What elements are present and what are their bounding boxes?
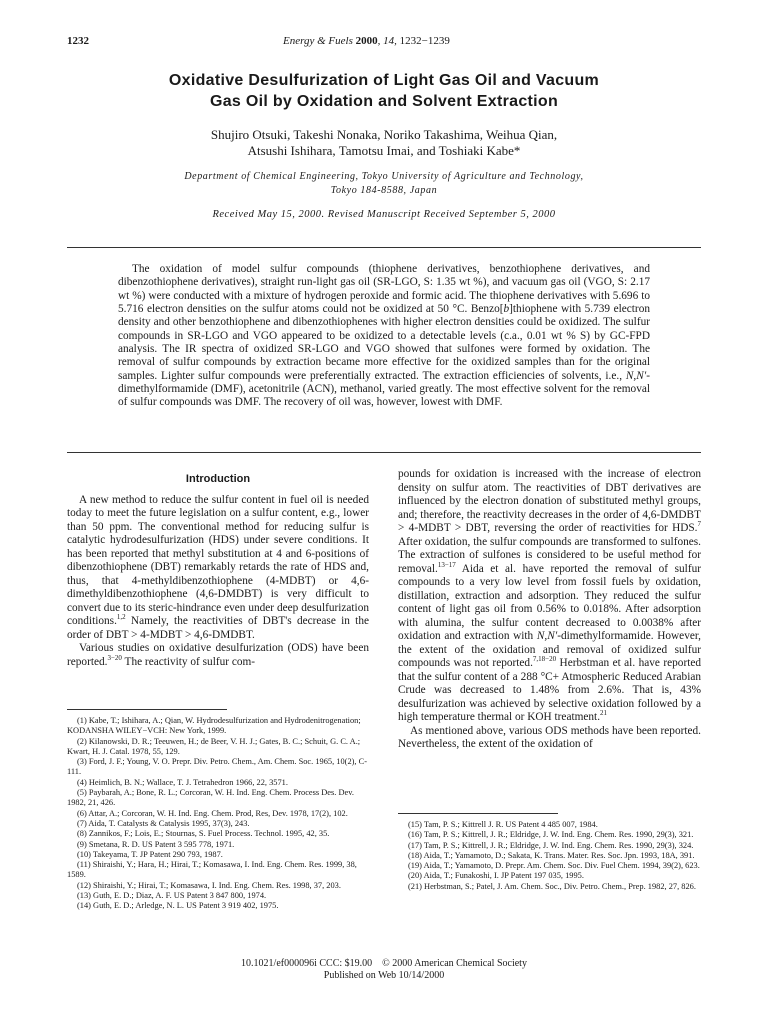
intro-paragraph-2-continued: pounds for oxidation is increased with the increase of electron density on sulfur atom. The reactivities of DBT derivatives are influenced by the electron donation of substituted methyl groups, and; therefore, the reactivity decreases in the order of 4,6-DMDBT > 4-MDBT > DBT, reversing the order of reactivities for HDS.$^7$ After oxidation, the sulfur compounds are transformed to sulfones. The extraction of sulfones is considered to be useful method for removal.$^{13-17}$ Aida et al. have reported the removal of sulfur compounds to a very low level from fossil fuels by oxidation, distillation, extraction and adsorption. They reduced the sulfur content of light gas oil from 0.56% to 0.018%. After adsorption with alumina, the sulfur content decreased to 0.0038% after oxidation and extraction with N,N′-dimethylformamide. However, the extent of the oxidation and removal of oxidized sulfur compounds was not reported.$^{7,18-20}$ Herbstman et al. have reported that the sulfur content of a 288 °C+ Atmospheric Reduced Arabian Crude was decreased to 1.48% from 2.6%. That is, 43% desulfurization was achieved by selective oxidation followed by a high temperature thermal or KOH treatment.$^{21}$ — [398, 468, 702, 723]
reference-item: (6) Attar, A.; Corcoran, W. H. Ind. Eng. Chem. Prod, Res, Dev. 1978, 17(2), 102. — [77, 808, 348, 818]
reference-item: (8) Zannikos, F.; Lois, E.; Stournas, S. Fuel Process. Technol. 1995, 42, 35. — [77, 829, 330, 839]
reference-item: (10) Takeyama, T. JP Patent 290 793, 1987. — [77, 849, 223, 859]
reference-item: (1) Kabe, T.; Ishihara, A.; Qian, W. Hydrodesulfurization and Hydrodenitrogenation; KODANSHA WILEY−VCH: New York, 1999. — [67, 716, 361, 736]
authors-line-2: Atsushi Ishihara, Tamotsu Imai, and Toshiaki Kabe* — [247, 143, 521, 158]
references-right — [398, 820, 701, 892]
reference-item: (12) Shiraishi, Y.; Hirai, T.; Komasawa, I. Ind. Eng. Chem. Res. 1998, 37, 203. — [77, 880, 341, 890]
journal-name: Energy & Fuels — [283, 35, 353, 47]
page-number: 1232 — [67, 35, 89, 47]
title-line-1: Oxidative Desulfurization of Light Gas Oil and Vacuum — [168, 72, 600, 89]
intro-paragraph-2: Various studies on oxidative desulfurization (ODS) have been reported.$^{3-20}$ The reactivity of sulfur com- — [67, 642, 369, 668]
references-left — [67, 716, 369, 912]
journal-citation: Energy & Fuels 2000, 14, 1232−1239 — [283, 35, 450, 47]
reference-item: (3) Ford, J. F.; Young, V. O. Prepr. Div. Petro. Chem., Am. Chem. Soc. 1965, 10(2), C-111. — [67, 757, 367, 777]
journal-pages: 1232−1239 — [399, 35, 450, 47]
abstract: The oxidation of model sulfur compounds (thiophene derivatives, benzothiophene derivatives, and dibenzothiophene derivatives), straight run-light gas oil (SR-LGO, S: 1.35 wt %), and vacuum gas oil (VGO, S: 2.17 wt %) were conducted with a mixture of hydrogen peroxide and formic acid. The thiophene derivatives with 5.696 to 5.716 electron densities on the sulfur atoms could not be oxidized at 50 °C. Benzo[b]thiophene with 5.739 electron density and other benzothiophene and dibenzothiophenes with higher electron densities could be oxidized. The sulfur compounds in SR-LGO and VGO appeared to be oxidized to a detectable levels (c.a., 0.01 wt % S) by GC-FPD analysis. The IR spectra of oxidized SR-LGO and VGO showed that sulfones were formed by oxidation. The removal of sulfur compounds by extraction became more effective for the oxidized samples than for the original samples. Lighter sulfur compounds were preferentially extracted. The extraction efficiencies of solvents, i.e., N,N′-dimethylformamide (DMF), acetonitrile (ACN), methanol, varied greatly. The most effective solvent for the removal of sulfur compounds was DMF. The recovery of oil was, however, lowest with DMF. — [118, 263, 650, 409]
doi-line: 10.1021/ef000096i CCC: $19.00 © 2000 American Chemical Society — [241, 958, 527, 969]
journal-volume: 14 — [383, 35, 395, 47]
title-line-2: Gas Oil by Oxidation and Solvent Extraction — [209, 93, 559, 110]
reference-item: (14) Guth, E. D.; Arledge, N. L. US Patent 3 919 402, 1975. — [77, 901, 279, 911]
page-footer — [0, 958, 768, 982]
intro-paragraph-1: A new method to reduce the sulfur content in fuel oil is needed today to meet the future legislation on a sulfur content, e.g., lower than 50 ppm. The conventional method for reducing sulfur is catalytic hydrodesulfurization (HDS) under severe conditions. It has been reported that methyl substitution at 4 and 6-positions of dibenzothiophene (DBT) remarkably retards the rate of HDS and, thus, that 4-methyldibenzothiophene (4-MDBT) or 4,6-dimethyldibenzothiophene (4,6-DMDBT) is very difficult to convert due to its steric-hindrance even under deep desulfurization conditions.$^{1,2}$ Namely, the reactivities of DBT's decrease in the order of DBT > 4-MDBT > 4,6-DMDBT. — [67, 493, 369, 641]
reference-item: (7) Aida, T. Catalysts & Catalysis 1995, 37(3), 243. — [77, 818, 250, 828]
left-column — [67, 468, 369, 669]
reference-item: (4) Heimlich, B. N.; Wallace, T. J. Tetrahedron 1966, 22, 3571. — [77, 777, 288, 787]
reference-item: (9) Smetana, R. D. US Patent 3 595 778, 1971. — [77, 839, 235, 849]
abstract-bottom-divider — [67, 452, 701, 453]
reference-item: (16) Tam, P. S.; Kittrell, J. R.; Eldridge, J. W. Ind. Eng. Chem. Res. 1990, 29(3), 321. — [408, 830, 694, 840]
right-column — [398, 468, 701, 752]
affiliation-line-2: Tokyo 184-8588, Japan — [330, 185, 438, 196]
reference-item: (17) Tam, P. S.; Kittrell, J. R.; Eldridge, J. W. Ind. Eng. Chem. Res. 1990, 29(3), 324. — [408, 840, 694, 850]
authors-line-1: Shujiro Otsuki, Takeshi Nonaka, Noriko Takashima, Weihua Qian, — [210, 127, 558, 142]
publication-date: Published on Web 10/14/2000 — [323, 970, 445, 981]
reference-item: (11) Shiraishi, Y.; Hara, H.; Hirai, T.; Komasawa, I. Ind. Eng. Chem. Res. 1999, 38, 1589. — [67, 860, 357, 880]
intro-paragraph-3: As mentioned above, various ODS methods have been reported. Nevertheless, the extent of the oxidation of — [398, 724, 701, 750]
reference-item: (13) Guth, E. D.; Diaz, A. F. US Patent 3 847 800, 1974. — [77, 891, 267, 901]
affiliation-line-1: Department of Chemical Engineering, Tokyo University of Agriculture and Technology, — [184, 171, 584, 182]
reference-item: (19) Aida, T.; Yamamoto, D. Prepr. Am. Chem. Soc. Div. Fuel Chem. 1994, 39(2), 623. — [408, 861, 700, 871]
section-heading-introduction: Introduction — [185, 473, 251, 485]
author-list — [100, 127, 668, 159]
received-dates: Received May 15, 2000. Revised Manuscript Received September 5, 2000 — [212, 209, 556, 220]
abstract-top-divider — [67, 247, 701, 248]
reference-item: (5) Paybarah, A.; Bone, R. L.; Corcoran, W. H. Ind. Eng. Chem. Process Des. Dev. 1982, 21, 426. — [67, 788, 354, 808]
reference-item: (21) Herbstman, S.; Patel, J. Am. Chem. Soc., Div. Petro. Chem., Prep. 1982, 27, 826. — [408, 881, 696, 891]
reference-item: (2) Kilanowski, D. R.; Teeuwen, H.; de Beer, V. H. J.; Gates, B. C.; Schuit, G. C. A.; Kwart, H. J. Catal. 1978, 55, 129. — [67, 736, 361, 756]
paper-title — [100, 70, 668, 112]
reference-item: (20) Aida, T.; Funakoshi, I. JP Patent 197 035, 1995. — [408, 871, 584, 881]
footnote-divider-right — [398, 813, 558, 814]
footnote-divider-left — [67, 709, 227, 710]
journal-year: 2000 — [355, 35, 378, 47]
reference-item: (15) Tam, P. S.; Kittrell J. R. US Patent 4 485 007, 1984. — [408, 820, 598, 829]
affiliation — [100, 170, 668, 198]
reference-item: (18) Aida, T.; Yamamoto, D.; Sakata, K. Trans. Mater. Res. Soc. Jpn. 1993, 18A, 391. — [408, 850, 695, 860]
